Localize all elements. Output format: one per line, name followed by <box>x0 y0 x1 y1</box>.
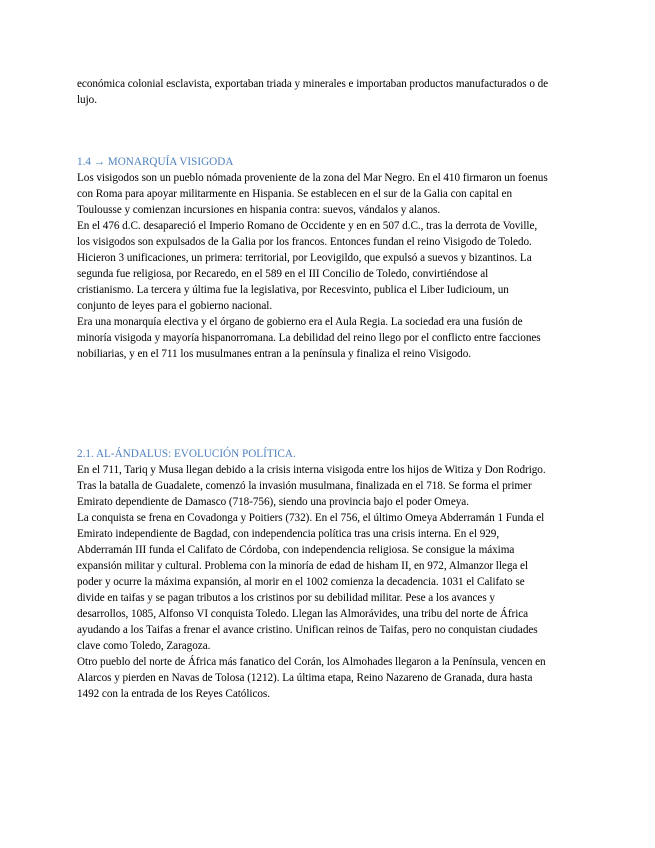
text-line: conjunto de leyes para el gobierno nacional. <box>77 300 273 312</box>
section-al-andalus <box>77 446 587 702</box>
text-line: 1492 con la entrada de los Reyes Católicos. <box>77 688 270 700</box>
intro-paragraph <box>77 76 587 108</box>
section-heading: 1.4 → MONARQUÍA VISIGODA <box>77 156 234 168</box>
section-monarquia-visigoda <box>77 154 587 362</box>
text-line: Era una monarquía electiva y el órgano de gobierno era el Aula Regia. La sociedad era una fusión de <box>77 316 523 328</box>
text-line: minoría visigoda y mayoría hispanorromana. La debilidad del reino llego por el conflicto entre facciones <box>77 332 541 344</box>
text-line: Tras la batalla de Guadalete, comenzó la invasión musulmana, finalizada en el 718. Se forma el primer <box>77 480 532 492</box>
text-line: En el 711, Tariq y Musa llegan debido a la crisis interna visigoda entre los hijos de Witiza y Don Rodrigo. <box>77 464 546 476</box>
text-line: poder y ocurre la máxima expansión, al morir en el 1002 comienza la decadencia. 1031 el Califato se <box>77 576 525 588</box>
text-line: Otro pueblo del norte de África más fanatico del Corán, los Almohades llegaron a la Península, vencen en <box>77 656 546 668</box>
text-line: nobiliarias, y en el 711 los musulmanes entran a la península y finaliza el reino Visigodo. <box>77 348 472 360</box>
text-line: Toulousse y comienzan incursiones en hispania contra: suevos, vándalos y alanos. <box>77 204 441 216</box>
text-line: expansión militar y cultural. Problema con la minoría de edad de hisham II, en 972, Almanzor llega el <box>77 560 529 572</box>
text-line: Hicieron 3 unificaciones, un primera: territorial, por Leovigildo, que expulsó a suevos y bizantinos. La <box>77 252 532 264</box>
text-line: clave como Toledo, Zaragoza. <box>77 640 211 652</box>
text-line: La conquista se frena en Covadonga y Poitiers (732). En el 756, el último Omeya Abderramán 1 Funda el <box>77 512 545 524</box>
text-line: Emirato dependiente de Damasco (718-756), siendo una provincia bajo el poder Omeya. <box>77 496 469 508</box>
text-line: Emirato independiente de Bagdad, con independencia política tras una crisis interna. En el 929, <box>77 528 500 540</box>
text-line: desarrollos, 1085, Alfonso VI conquista Toledo. Llegan las Almorávides, una tribu del norte de África <box>77 608 529 620</box>
text-line: divide en taifas y se pagan tributos a los cristinos por su debilidad militar. Pese a los avances y <box>77 592 495 604</box>
text-line: económica colonial esclavista, exportaban triada y minerales e importaban productos manufacturados o de <box>77 78 549 90</box>
text-line: segunda fue religiosa, por Recaredo, en el 589 en el III Concilio de Toledo, convirtiéndose al <box>77 268 489 280</box>
text-line: Abderramán III funda el Califato de Córdoba, con independencia religiosa. Se consigue la máxima <box>77 544 515 556</box>
text-line: cristianismo. La tercera y última fue la legislativa, por Recesvinto, publica el Liber Iudicioum, un <box>77 284 509 296</box>
text-line: En el 476 d.C. desapareció el Imperio Romano de Occidente y en en 507 d.C., tras la derrota de Voville, <box>77 220 538 232</box>
text-line: Alarcos y pierden en Navas de Tolosa (1212). La última etapa, Reino Nazareno de Granada, dura hasta <box>77 672 533 684</box>
text-line: Los visigodos son un pueblo nómada proveniente de la zona del Mar Negro. En el 410 firmaron un foenus <box>77 172 548 184</box>
text-line: ayudando a los Taifas a frenar el avance cristino. Unifican reinos de Taifas, pero no conquistan ciudades <box>77 624 538 636</box>
text-line: con Roma para apoyar militarmente en Hispania. Se establecen en el sur de la Galia con capital en <box>77 188 513 200</box>
text-line: los visigodos son expulsados de la Galia por los francos. Entonces fundan el reino Visigodo de Toledo. <box>77 236 532 248</box>
text-line: lujo. <box>77 94 97 106</box>
section-heading: 2.1. AL-ÁNDALUS: EVOLUCIÓN POLÍTICA. <box>77 448 296 460</box>
